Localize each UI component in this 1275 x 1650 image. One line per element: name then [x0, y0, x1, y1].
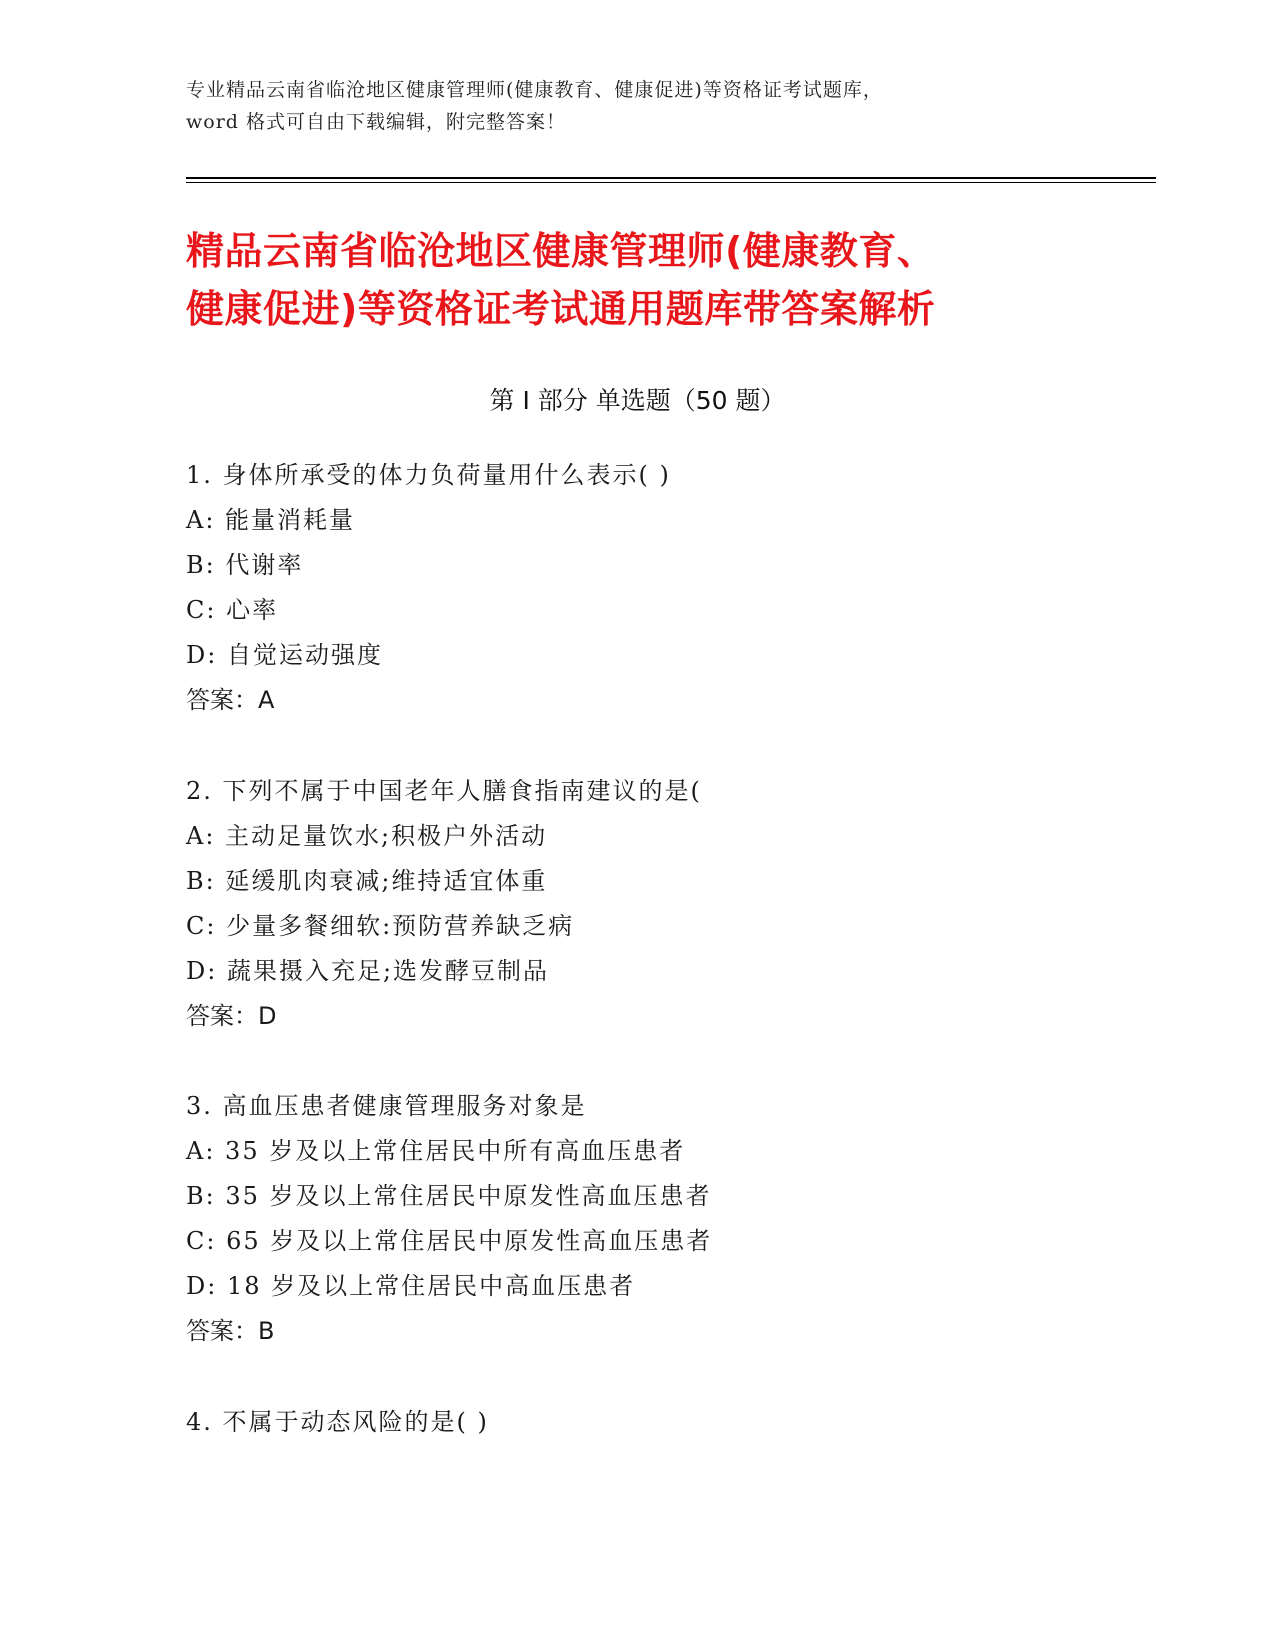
answer: 答案：D — [186, 1002, 277, 1030]
option-b: B: 延缓肌肉衰减;维持适宜体重 — [186, 867, 548, 895]
answer: 答案：B — [186, 1317, 275, 1345]
option-b: B: 代谢率 — [186, 551, 304, 579]
option-b: B: 35 岁及以上常住居民中原发性高血压患者 — [186, 1182, 712, 1210]
answer: 答案：A — [186, 686, 275, 714]
header-note-line-1: 专业精品云南省临沧地区健康管理师(健康教育、健康促进)等资格证考试题库， — [186, 79, 883, 101]
question-stem: 4. 不属于动态风险的是( ) — [186, 1408, 489, 1436]
section-title: 第 I 部分 单选题（50 题） — [489, 386, 786, 415]
question-4 — [186, 1400, 1126, 1445]
option-c: C: 少量多餐细软:预防营养缺乏病 — [186, 912, 575, 940]
question-stem: 2. 下列不属于中国老年人膳食指南建议的是( — [186, 777, 702, 805]
document-title — [186, 222, 1146, 338]
option-c: C: 心率 — [186, 596, 279, 624]
option-c: C: 65 岁及以上常住居民中原发性高血压患者 — [186, 1227, 713, 1255]
option-d: D: 自觉运动强度 — [186, 641, 383, 669]
question-stem: 3. 高血压患者健康管理服务对象是 — [186, 1092, 587, 1120]
header-note — [186, 74, 1086, 138]
question-3 — [186, 1084, 1126, 1354]
question-1 — [186, 453, 1126, 723]
option-d: D: 蔬果摄入充足;选发酵豆制品 — [186, 957, 550, 985]
option-a: A: 主动足量饮水;积极户外活动 — [186, 822, 548, 850]
document-title-line-2: 健康促进)等资格证考试通用题库带答案解析 — [186, 287, 936, 331]
option-d: D: 18 岁及以上常住居民中高血压患者 — [186, 1272, 636, 1300]
header-note-line-2: word 格式可自由下载编辑，附完整答案！ — [186, 111, 566, 133]
question-stem: 1. 身体所承受的体力负荷量用什么表示( ) — [186, 461, 671, 489]
header-rule-thin — [186, 182, 1156, 183]
question-2 — [186, 769, 1126, 1039]
option-a: A: 能量消耗量 — [186, 506, 356, 534]
document-title-line-1: 精品云南省临沧地区健康管理师(健康教育、 — [186, 229, 936, 273]
header-rule-thick — [186, 177, 1156, 179]
option-a: A: 35 岁及以上常住居民中所有高血压患者 — [186, 1137, 686, 1165]
